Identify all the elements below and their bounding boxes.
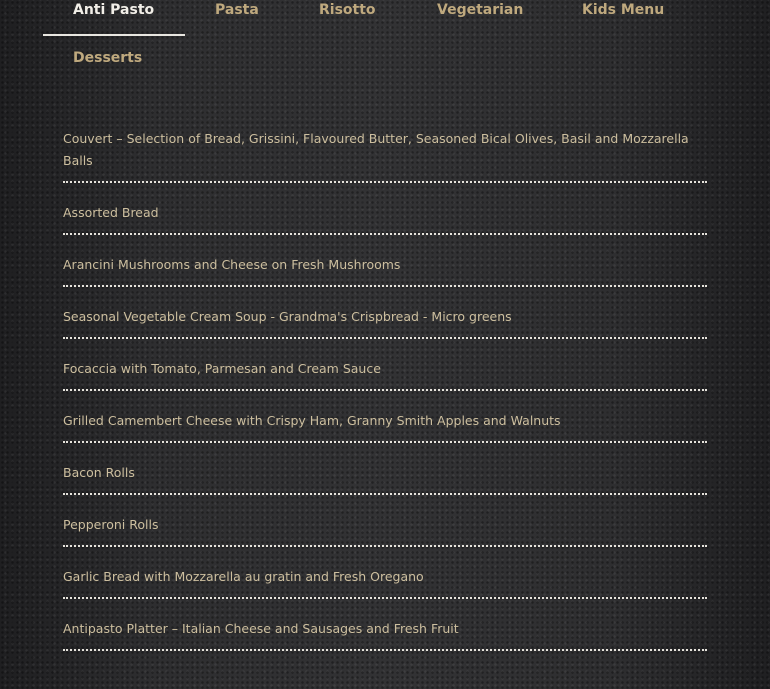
tab-vegetarian[interactable]: Vegetarian	[437, 2, 524, 18]
menu-item: Bacon Rolls	[63, 462, 707, 495]
menu-item: Pepperoni Rolls	[63, 514, 707, 547]
menu-item: Focaccia with Tomato, Parmesan and Cream Sauce	[63, 358, 707, 391]
menu-item: Grilled Camembert Cheese with Crispy Ham, Granny Smith Apples and Walnuts	[63, 410, 707, 443]
menu-item: Seasonal Vegetable Cream Soup - Grandma's Crispbread - Micro greens	[63, 306, 707, 339]
active-tab-underline	[43, 34, 185, 36]
menu-item: Couvert – Selection of Bread, Grissini, Flavoured Butter, Seasoned Bical Olives, Basil and Mozzarella Balls	[63, 128, 707, 183]
tab-anti-pasto[interactable]: Anti Pasto	[73, 2, 155, 18]
tab-kids-menu[interactable]: Kids Menu	[582, 2, 665, 18]
menu-item: Antipasto Platter – Italian Cheese and Sausages and Fresh Fruit	[63, 618, 707, 651]
menu-item: Arancini Mushrooms and Cheese on Fresh Mushrooms	[63, 254, 707, 287]
menu-item-list	[63, 128, 707, 670]
tab-desserts[interactable]: Desserts	[73, 50, 143, 66]
tab-risotto[interactable]: Risotto	[319, 2, 376, 18]
menu-item: Assorted Bread	[63, 202, 707, 235]
menu-item: Garlic Bread with Mozzarella au gratin and Fresh Oregano	[63, 566, 707, 599]
tab-pasta[interactable]: Pasta	[215, 2, 259, 18]
